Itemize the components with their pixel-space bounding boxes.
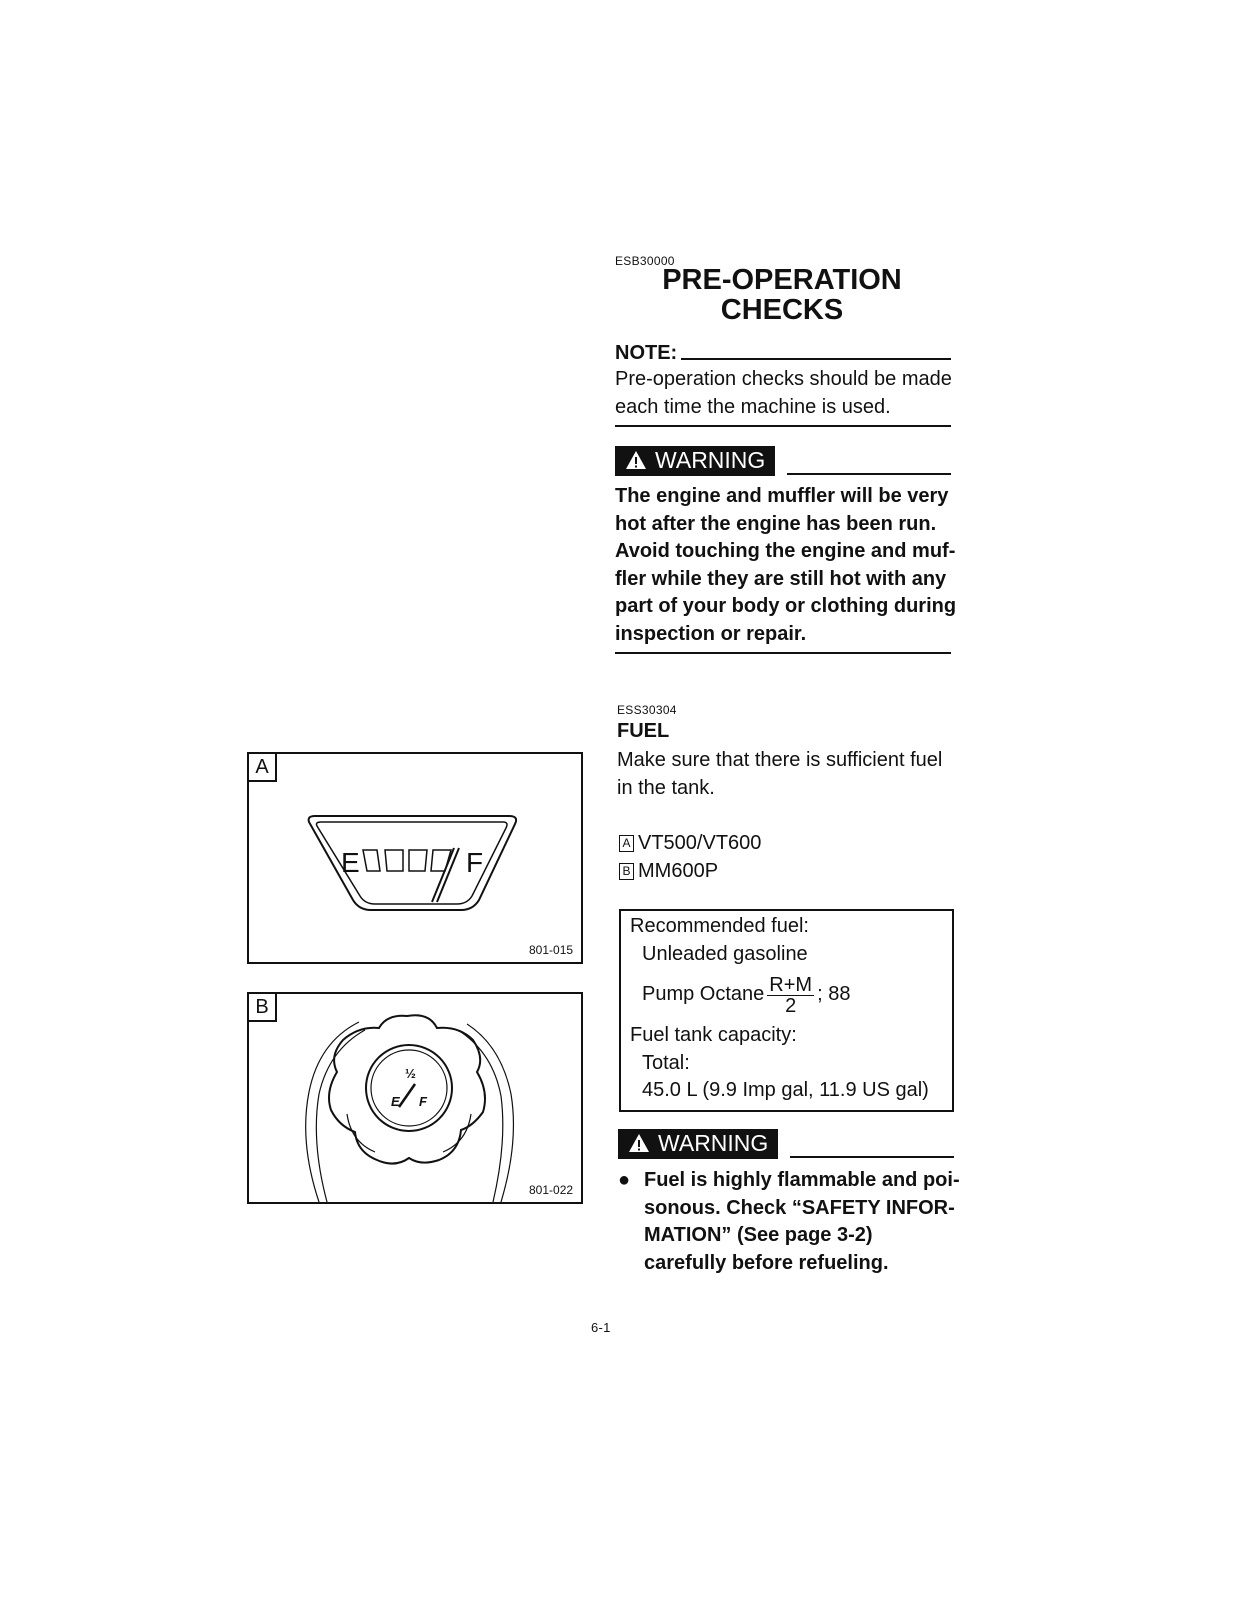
note-header [615,341,951,365]
gauge-empty-label: E [341,847,360,878]
spec-total-value: 45.0 L (9.9 Imp gal, 11.9 US gal) [642,1079,929,1101]
spec-fuel-label: Recommended fuel: [630,915,809,937]
note-text: Pre-operation checks should be made each time the machine is used. [615,368,952,418]
model-tag-b: B [619,863,634,880]
model-name-a: VT500/VT600 [638,832,762,854]
figure-b [247,992,583,1204]
warning1-header [615,446,951,476]
note-end-rule [615,425,951,427]
fuel-gauge-icon [301,814,531,914]
octane-fraction [767,975,814,1016]
gauge-full-label: F [466,847,484,878]
figure-a-tag: A [247,752,277,782]
model-item-b [619,858,761,886]
spec-octane-row [630,968,952,1022]
spec-octane-value: ; 88 [817,983,851,1006]
spec-fuel-value: Unleaded gasoline [642,942,808,965]
figure-a-code: 801-015 [529,943,574,957]
octane-denominator: 2 [785,994,797,1017]
page-title-line2: CHECKS [720,294,844,326]
bullet-icon: ● [618,1169,631,1191]
model-tag-a: A [619,835,634,852]
warning2-badge [618,1129,778,1159]
warning1-label: WARNING [655,447,766,473]
figure-b-code: 801-022 [529,1183,574,1197]
fuel-spec-box [619,909,954,1112]
cap-empty-label: E [391,1094,400,1109]
spec-octane-label: Pump Octane [642,983,765,1006]
warning2-header [618,1129,954,1159]
model-name-b: MM600P [638,859,719,882]
warning2-rule [790,1156,954,1158]
warning2-bullet-item [615,1167,960,1277]
warning-triangle-icon [628,1133,650,1153]
spec-capacity-label: Fuel tank capacity: [630,1024,797,1046]
cap-full-label: F [419,1094,427,1109]
warning2-label: WARNING [658,1130,769,1156]
page-title [612,265,952,325]
warning1-rule [787,473,951,475]
fuel-text: Make sure that there is sufficient fuel in the tank. [617,749,943,799]
section-code: ESB30000 [615,254,675,268]
warning1-badge [615,446,775,476]
page-number: 6-1 [591,1320,611,1335]
warning-triangle-icon [625,450,647,470]
note-rule [681,358,951,360]
figure-a [247,752,583,964]
warning1-text: The engine and muffler will be very hot after the engine has been run. Avoid touching the engine and muffler while they are still hot with any part of your body or clothing during inspection or repair. [615,485,957,645]
page-title-line1: PRE-OPERATION [662,264,902,296]
spec-total-label: Total: [642,1051,690,1074]
warning2-bullet-text: Fuel is highly flammable and poisonous. Check “SAFETY INFORMATION” (See page 3-2) carefully before refueling. [644,1169,960,1274]
fuel-title: FUEL [617,720,670,742]
model-list [619,830,761,885]
fuel-cap-icon [289,1002,529,1202]
note-label: NOTE: [615,342,678,364]
warning1-end-rule [615,652,951,654]
figure-b-tag: B [247,992,277,1022]
cap-half-label: ½ [405,1066,416,1081]
warning2-bullets [615,1167,960,1277]
fuel-section-code: ESS30304 [617,703,677,717]
octane-numerator: R+M [769,973,813,996]
model-item-a [619,830,761,858]
